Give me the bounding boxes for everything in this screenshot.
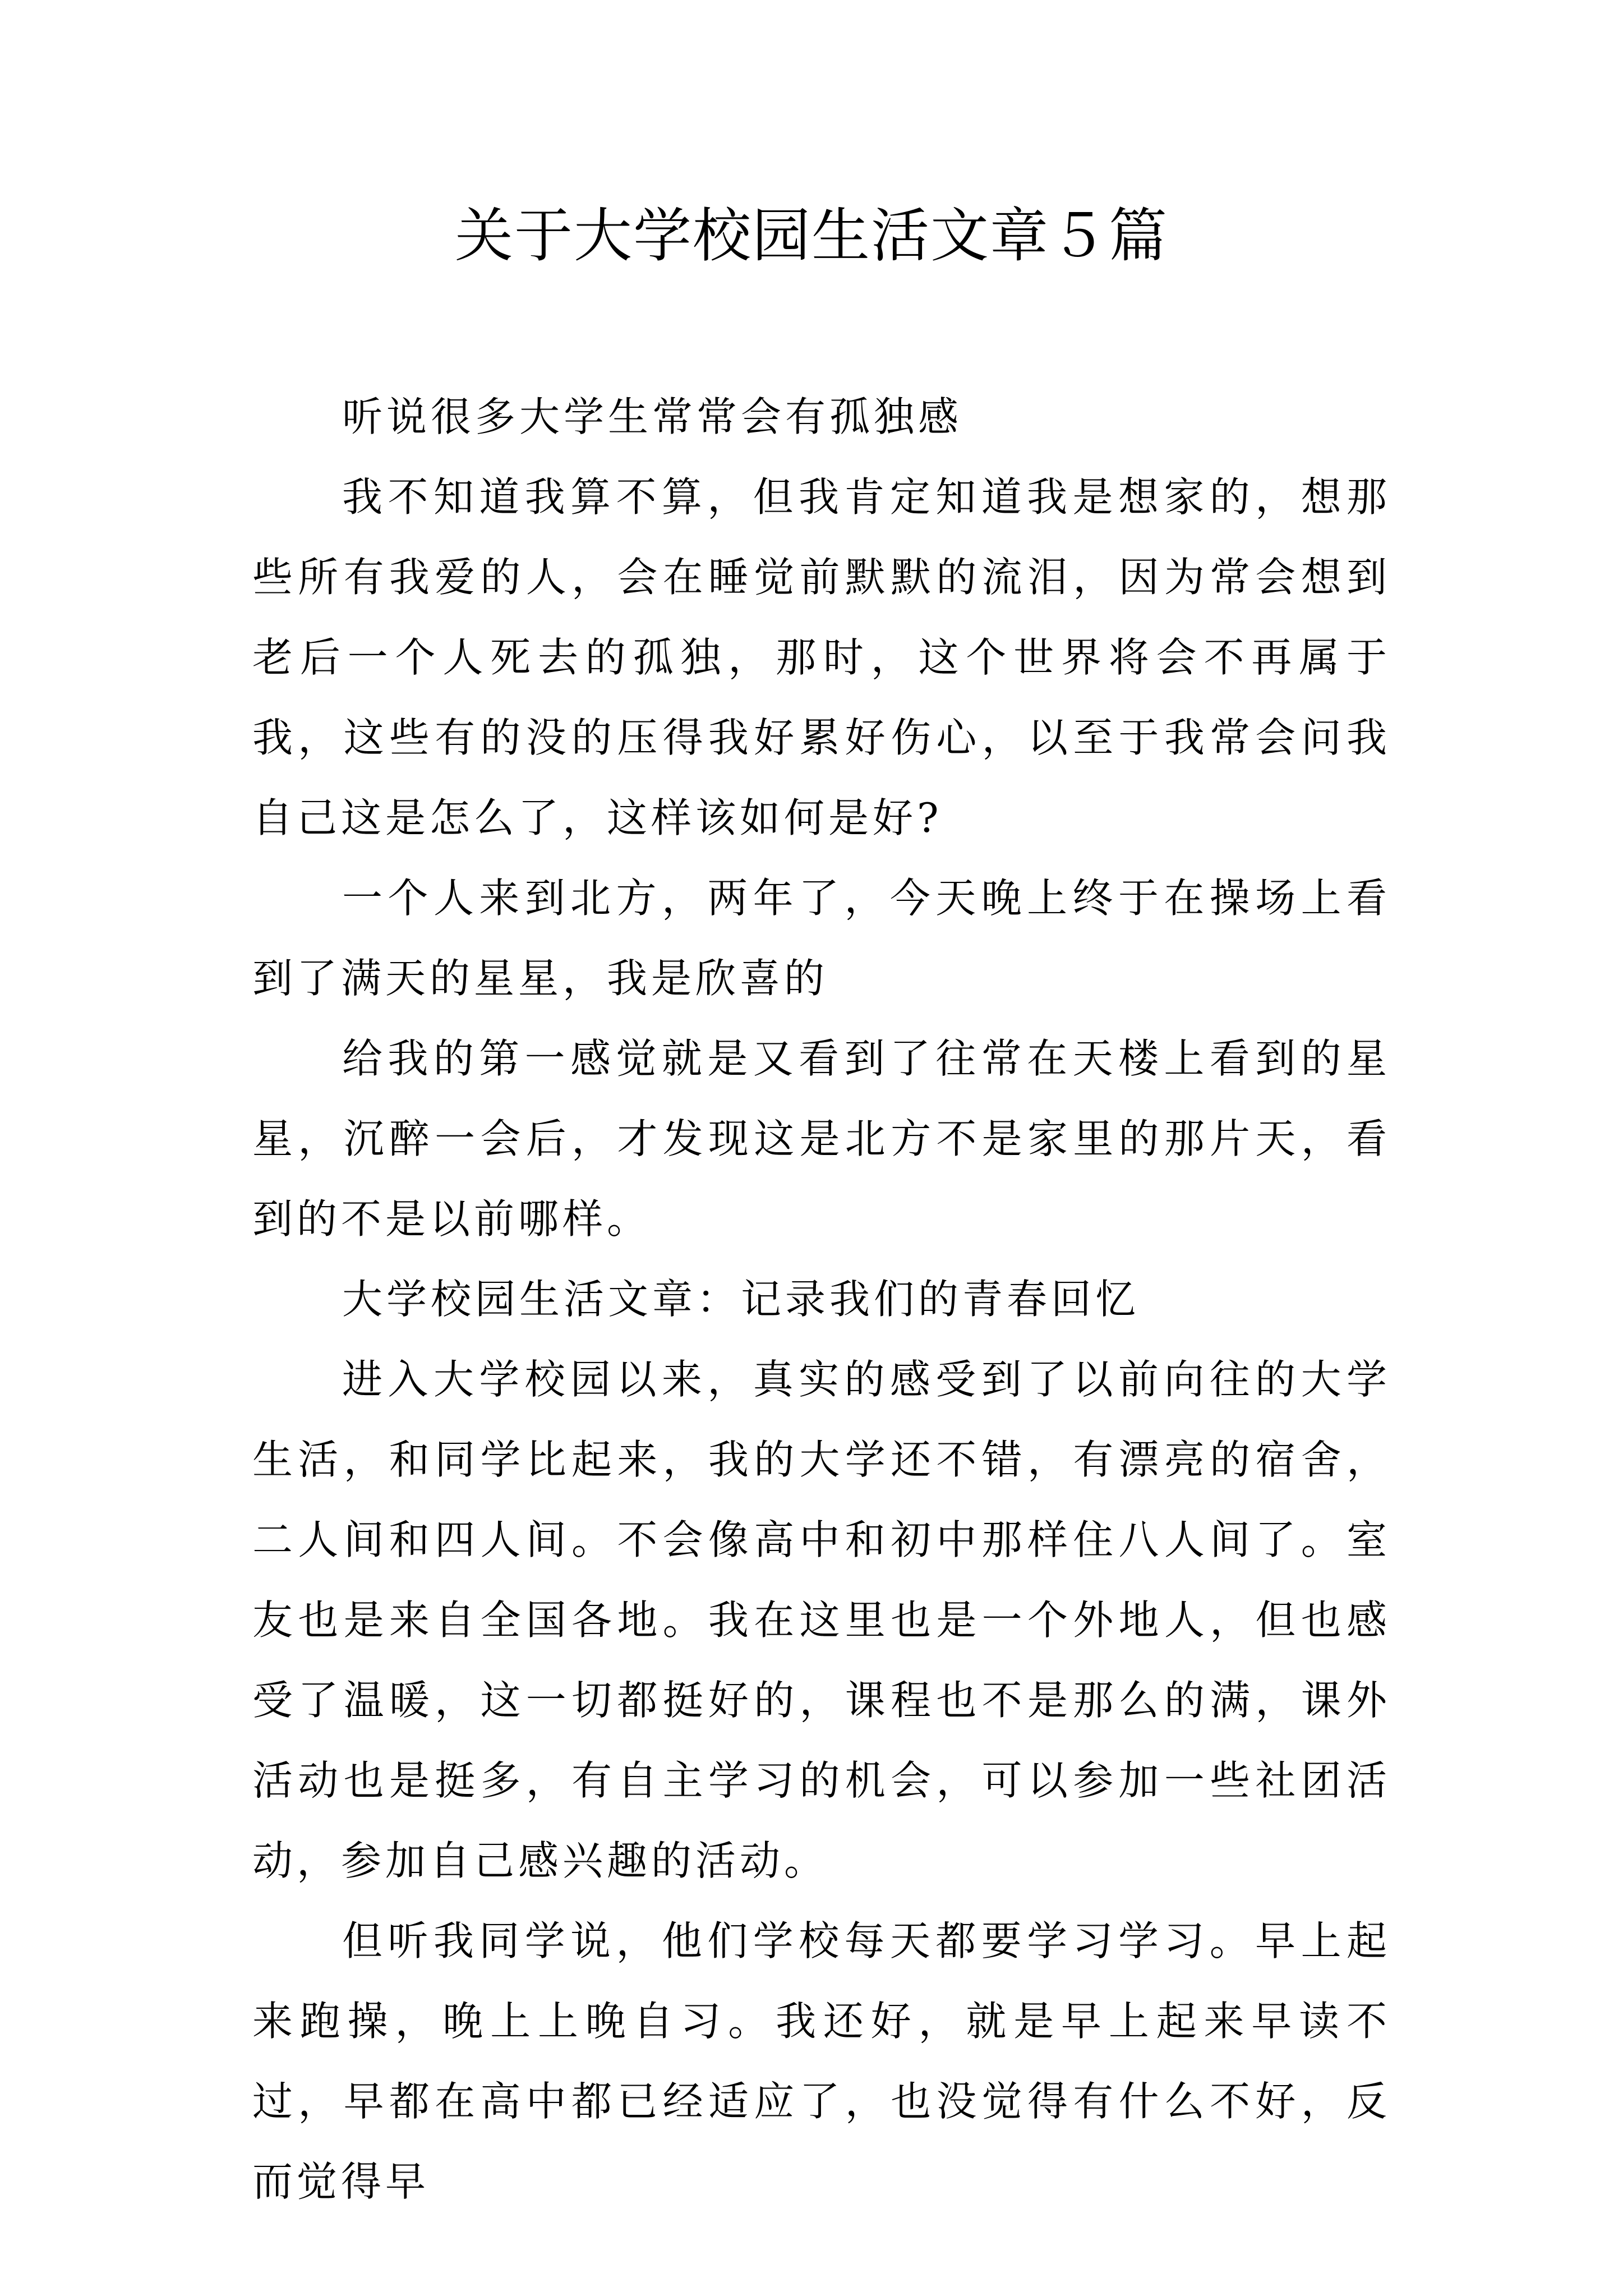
paragraph: 但听我同学说，他们学校每天都要学习学习。早上起来跑操，晚上上晚自习。我还好，就是早上起来早读不过，早都在高中都已经适应了，也没觉得有什么不好，反而觉得早 <box>252 1917 1391 2205</box>
document-title: 关于大学校园生活文章５篇 <box>454 201 1168 270</box>
paragraph: 给我的第一感觉就是又看到了往常在天楼上看到的星星，沉醉一会后，才发现这是北方不是家里的那片天，看到的不是以前哪样。 <box>252 1035 1391 1243</box>
paragraph: 进入大学校园以来，真实的感受到了以前向往的大学生活，和同学比起来，我的大学还不错，有漂亮的宿舍，二人间和四人间。不会像高中和初中那样住八人间了。室友也是来自全国各地。我在这里也是一个外地人，但也感受了温暖，这一切都挺好的，课程也不是那么的满，课外活动也是挺多，有自主学习的机会，可以参加一些社团活动，参加自己感兴趣的活动。 <box>252 1356 1391 1884</box>
paragraph: 听说很多大学生常常会有孤独感 <box>342 393 963 440</box>
paragraph: 我不知道我算不算，但我肯定知道我是想家的，想那些所有我爱的人，会在睡觉前默默的流泪，因为常会想到老后一个人死去的孤独，那时，这个世界将会不再属于我，这些有的没的压得我好累好伤心，以至于我常会问我自己这是怎么了，这样该如何是好? <box>252 473 1391 841</box>
paragraph: 一个人来到北方，两年了，今天晚上终于在操场上看到了满天的星星，我是欣喜的 <box>252 875 1391 1002</box>
document-body <box>252 377 1391 2222</box>
paragraph: 大学校园生活文章：记录我们的青春回忆 <box>342 1276 1140 1323</box>
